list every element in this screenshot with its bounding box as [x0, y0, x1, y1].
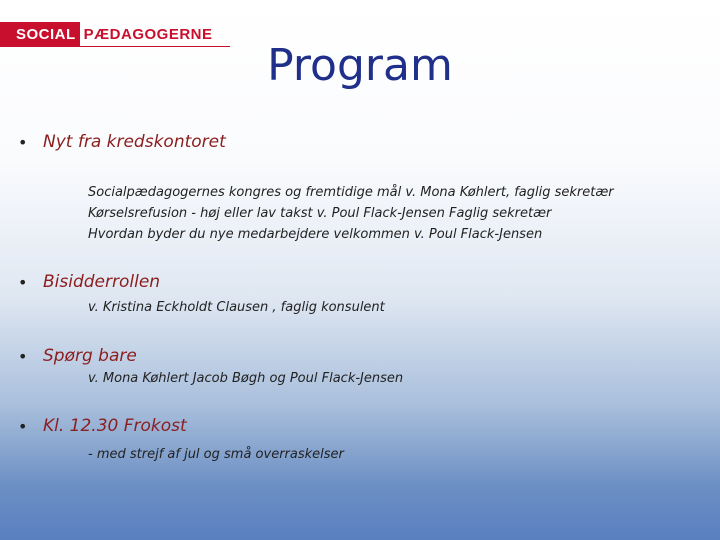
- bullet-icon: •: [18, 133, 28, 152]
- item-line: Kørselsrefusion - høj eller lav takst v. Poul Flack-Jensen Faglig sekretær: [88, 206, 552, 221]
- logo-paedagogerne: PÆDAGOGERNE: [83, 25, 213, 43]
- slide-title: Program: [267, 40, 453, 91]
- item-line: v. Kristina Eckholdt Clausen , faglig konsulent: [88, 300, 385, 315]
- bullet-icon: •: [18, 273, 28, 292]
- bullet-icon: •: [18, 417, 28, 436]
- logo-social: SOCIAL: [0, 22, 80, 46]
- item-heading-spoerg-bare: Spørg bare: [43, 346, 137, 366]
- item-line: - med strejf af jul og små overraskelser: [88, 447, 344, 462]
- item-line: Hvordan byder du nye medarbejdere velkommen v. Poul Flack-Jensen: [88, 227, 543, 242]
- item-line: Socialpædagogernes kongres og fremtidige mål v. Mona Køhlert, faglig sekretær: [88, 185, 614, 200]
- item-line: v. Mona Køhlert Jacob Bøgh og Poul Flack-Jensen: [88, 371, 404, 386]
- item-heading-frokost: Kl. 12.30 Frokost: [43, 416, 187, 436]
- item-heading-bisidderrollen: Bisidderrollen: [43, 272, 161, 292]
- bullet-icon: •: [18, 347, 28, 366]
- item-heading-kredskontoret: Nyt fra kredskontoret: [43, 132, 226, 152]
